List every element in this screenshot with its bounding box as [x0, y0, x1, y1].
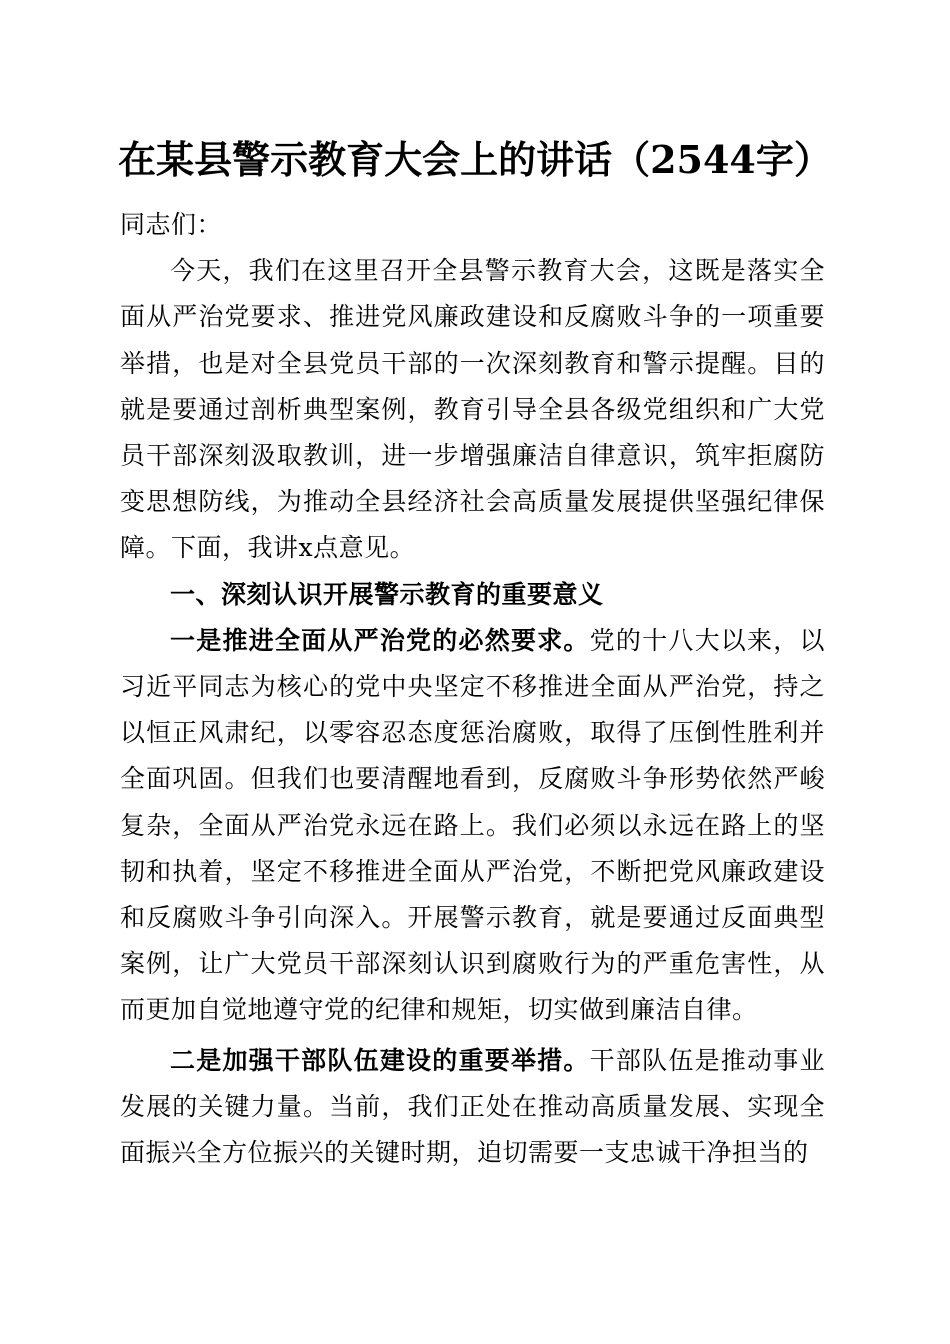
point-text-2: 干部队伍是推动事业发展的关键力量。当前，我们正处在推动高质量发展、实现全面振兴全方位振兴的关键时期，迫切需要一支忠诚干净担当的: [120, 1045, 825, 1168]
point-lead-2: 二是加强干部队伍建设的重要举措。: [170, 1045, 590, 1075]
point-paragraph-1: [120, 618, 825, 1034]
point-lead-1: 一是推进全面从严治党的必然要求。: [170, 625, 590, 655]
intro-paragraph: 今天，我们在这里召开全县警示教育大会，这既是落实全面从严治党要求、推进党风廉政建设和反腐败斗争的一项重要举措，也是对全县党员干部的一次深刻教育和警示提醒。目的就是要通过剖析典型案例，教育引导全县各级党组织和广大党员干部深刻汲取教训，进一步增强廉洁自律意识，筑牢拒腐防变思想防线，为推动全县经济社会高质量发展提供坚强纪律保障。下面，我讲x点意见。: [120, 256, 825, 563]
document-title: 在某县警示教育大会上的讲话（2544字）: [118, 137, 832, 182]
point-text-1: 党的十八大以来，以习近平同志为核心的党中央坚定不移推进全面从严治党，持之以恒正风肃纪，以零容忍态度惩治腐败，取得了压倒性胜利并全面巩固。但我们也要清醒地看到，反腐败斗争形势依然严峻复杂，全面从严治党永远在路上。我们必须以永远在路上的坚韧和执着，坚定不移推进全面从严治党，不断把党风廉政建设和反腐败斗争引向深入。开展警示教育，就是要通过反面典型案例，让广大党员干部深刻认识到腐败行为的严重危害性，从而更加自觉地遵守党的纪律和规矩，切实做到廉洁自律。: [120, 625, 825, 1025]
document-body: [120, 202, 825, 1176]
point-paragraph-2: [120, 1038, 825, 1177]
salutation: 同志们：: [120, 210, 223, 239]
section-heading-1: 一、深刻认识开展警示教育的重要意义: [170, 579, 604, 609]
